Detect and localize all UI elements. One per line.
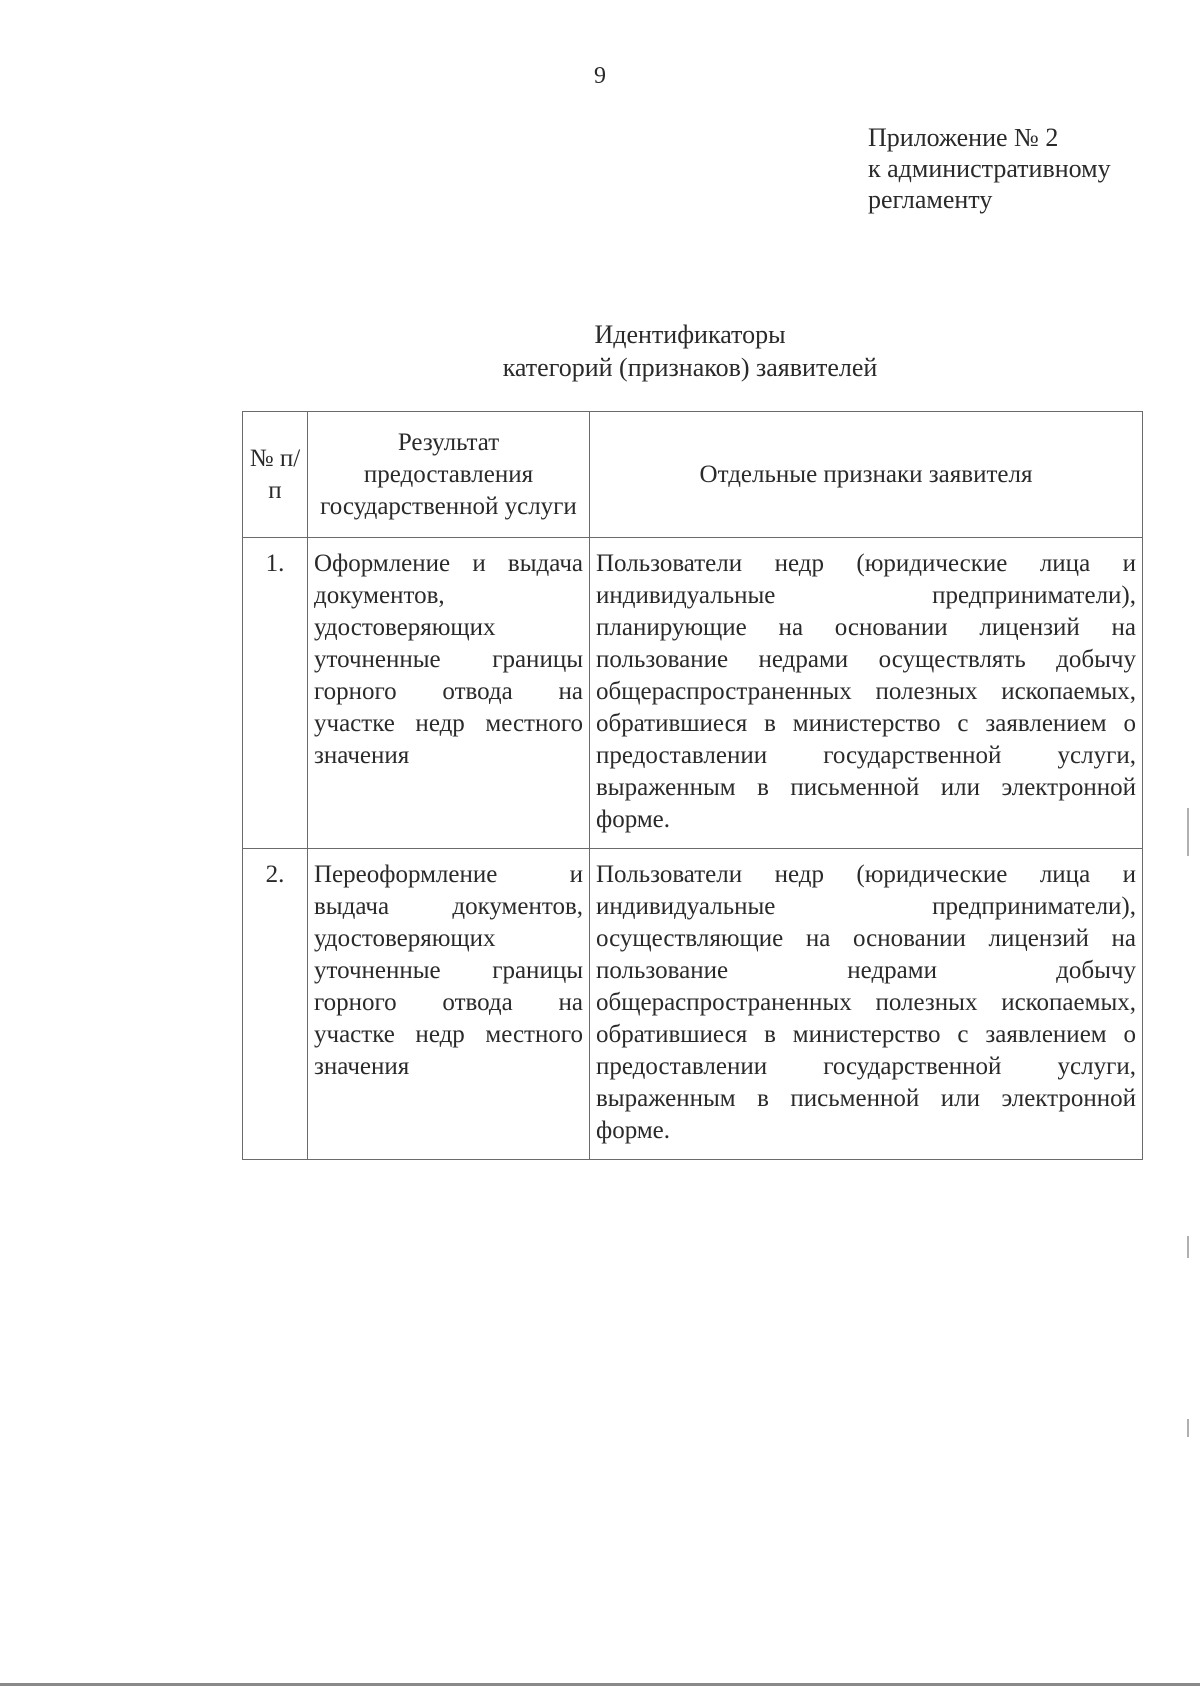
appendix-line-2: к административному: [868, 154, 1111, 183]
row-result: Оформление и выдача документов, удостоверяющих уточненные границы горного отвода на участке недр местного значения: [308, 538, 590, 849]
document-title: [0, 318, 1200, 384]
row-number: 1.: [243, 538, 308, 849]
table-row: [243, 849, 1143, 1160]
scan-artifact-mark: [1187, 1419, 1189, 1437]
header-result: Результат предоставления государственной услуги: [308, 412, 590, 538]
row-result: Переоформление и выдача документов, удостоверяющих уточненные границы горного отвода на участке недр местного значения: [308, 849, 590, 1160]
row-attributes: Пользователи недр (юридические лица и индивидуальные предприниматели), планирующие на основании лицензий на пользование недрами осуществлять добычу общераспространенных полезных ископаемых, обратившиеся в министерство с заявлением о предоставлении государственной услуги, выраженным в письменной или электронной форме.: [590, 538, 1143, 849]
row-number: 2.: [243, 849, 308, 1160]
scan-artifact-mark: [1187, 808, 1189, 856]
appendix-line-3: регламенту: [868, 185, 993, 214]
identifiers-table: [242, 411, 1143, 1160]
appendix-note: [868, 122, 1168, 215]
title-line-2: категорий (признаков) заявителей: [502, 353, 878, 382]
table-header-row: [243, 412, 1143, 538]
identifiers-table-wrapper: [242, 411, 1142, 1160]
page-number: 9: [594, 63, 606, 89]
header-attributes: Отдельные признаки заявителя: [590, 412, 1143, 538]
title-line-1: Идентификаторы: [594, 320, 786, 349]
scan-artifact-mark: [1187, 1236, 1189, 1258]
header-number: № п/п: [243, 412, 308, 538]
appendix-line-1: Приложение № 2: [868, 123, 1059, 152]
table-row: [243, 538, 1143, 849]
scan-bottom-edge: [0, 1683, 1200, 1686]
row-attributes: Пользователи недр (юридические лица и индивидуальные предприниматели), осуществляющие на основании лицензий на пользование недрами добычу общераспространенных полезных ископаемых, обратившиеся в министерство с заявлением о предоставлении государственной услуги, выраженным в письменной или электронной форме.: [590, 849, 1143, 1160]
